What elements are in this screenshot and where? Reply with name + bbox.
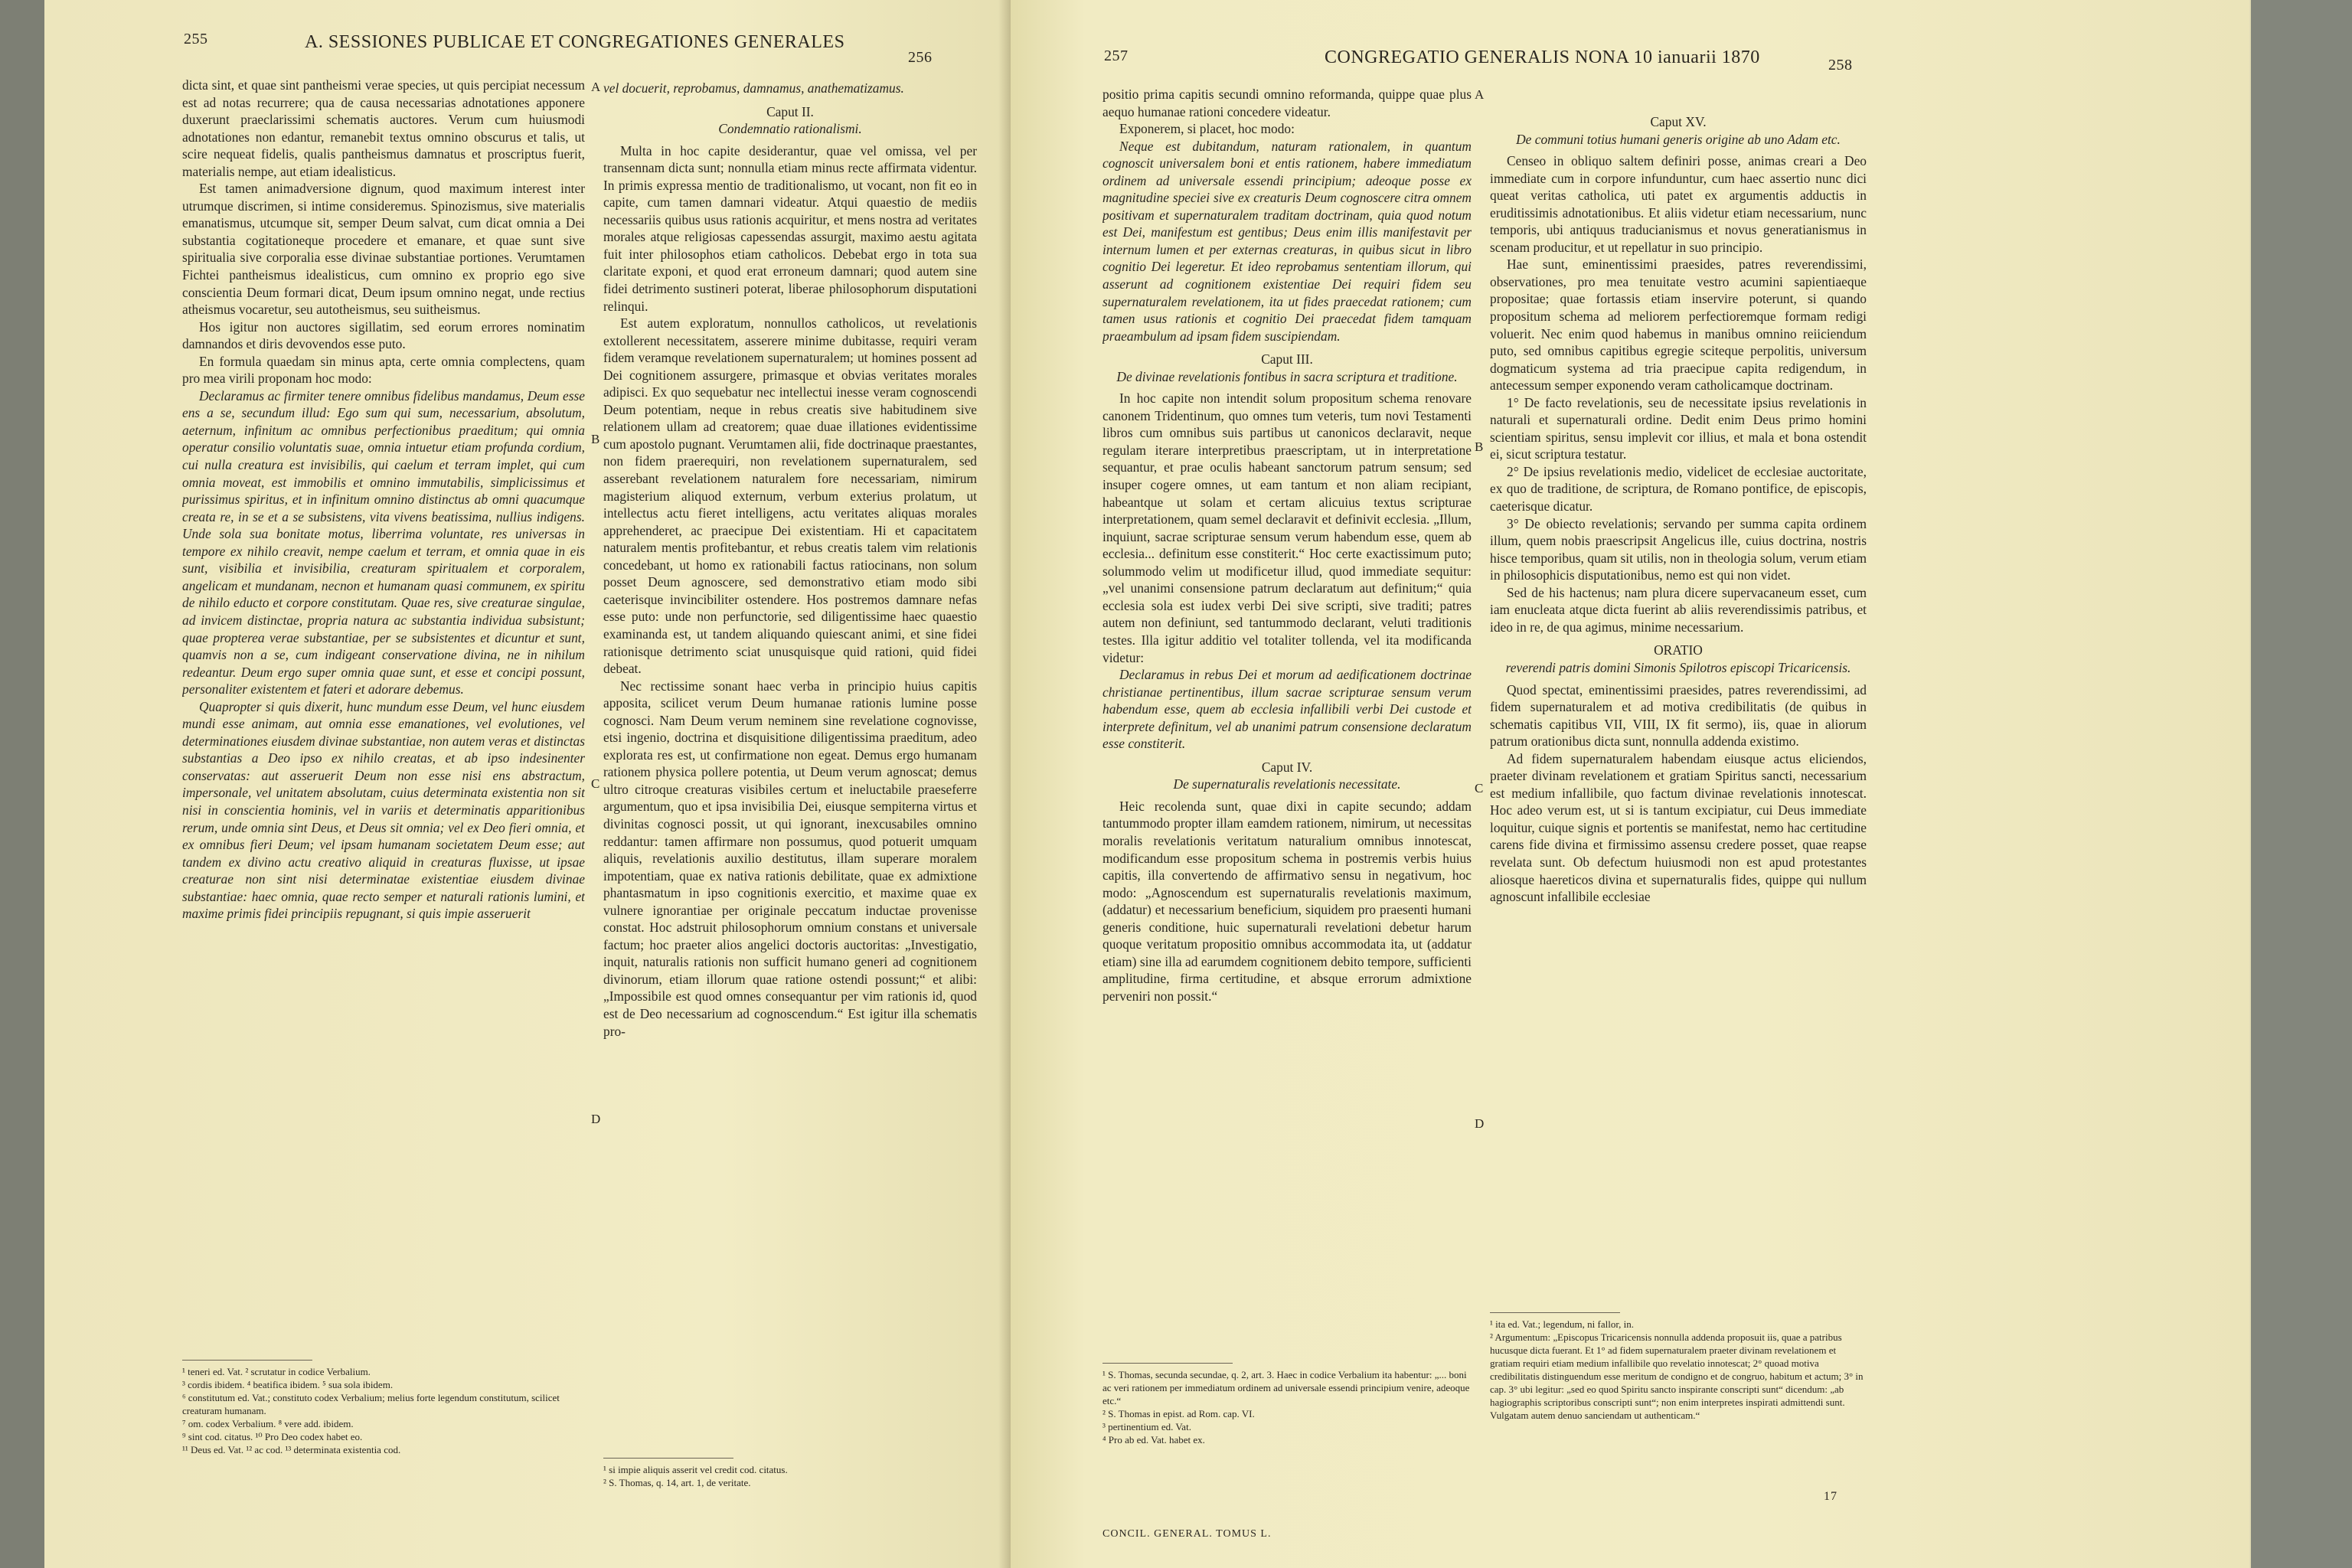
running-head-text: A. SESSIONES PUBLICAE ET CONGREGATIONES GENERALES	[305, 32, 845, 52]
paragraph: Quod spectat, eminentissimi praesides, patres reverendissimi, ad fidem supernaturalem et ad motiva credibilitatis (de quibus in schematis capitibus VII, VIII, IX fit sermo), iis, quae in aliorum patrum orationibus dicta sunt, nonnulla addenda existimo.	[1490, 681, 1867, 750]
footnote-rule	[1102, 1363, 1233, 1364]
footnote-text: ¹ teneri ed. Vat. ² scrutatur in codice Verbalium. ³ cordis ibidem. ⁴ beatifica ibidem. ⁵ sua sola ibidem. ⁶ constitutum ed. Vat.; constituto codex Verbalium; melius forte legendum constitutum, scilicet creaturam humanam. ⁷ om. codex Verbalium. ⁸ vere add. ibidem. ⁹ sint cod. citatus. ¹⁰ Pro Deo codex habet eo. ¹¹ Deus ed. Vat. ¹² ac cod. ¹³ determinata existentia cod.	[182, 1366, 560, 1455]
left-page-column-2	[603, 80, 977, 1427]
paragraph: Multa in hoc capite desiderantur, quae vel omissa, vel per transennam dicta sunt; nonnulla etiam minus recte affirmata videntur. In primis expressa mentio de traditionalismo, ut vocant, non fit eo in capite, cum tamen damnari videatur. Atqui quaestio de mediis necessariis quibus usus rationis acquiritur, et mens nostra ad veritates morales atque religiosas capessendas assurgit, maximo aestu agitata fuit inter philosophos etiam catholicos. Debebat ergo in tota sua claritate exponi, et quod erat erroneum damnari; quod autem sine fidei detrimento sustineri poterat, liberae philosophorum disputationi relinqui.	[603, 142, 977, 314]
running-head-text: CONGREGATIO GENERALIS NONA 10 ianuarii 1870	[1325, 47, 1760, 67]
proposed-text: Neque est dubitandum, naturam rationalem, in quantum cognoscit universalem boni et entis rationem, habere immediatum ordinem ad universale essendi principium; adeoque posse ex magnitudine speciei sive ex creaturis Deum cognoscere citra omnem positivam et supernaturalem traditam doctrinam, quia quod notum est Dei, manifestum est gentibus; Deus enim illis manifestavit per internum lumen et per externas creaturas, in quibus sicut in libro cognitio Dei legeretur. Et ideo reprobamus sententiam illorum, qui asserunt ad cognitionem existentiae Dei requiri fidem seu supernaturalem revelationem, ita ut fides praecedat rationem; cum tamen usus rationis et cognitio Dei praecedat fidem tamquam praeambulum ad ipsam fidem suscipiendam.	[1102, 138, 1472, 344]
section-heading: Caput III.	[1261, 351, 1313, 368]
footnotes-right-col-1	[1102, 1363, 1472, 1446]
section-heading: Caput IV.	[1261, 759, 1313, 775]
footnotes-left-col-1	[182, 1360, 585, 1456]
right-page	[1011, 0, 2249, 1568]
paragraph: Est autem exploratum, nonnullos catholicos, ut revelationis extollerent necessitatem, asserere minime dubitasse, requiri veram fidem veramque revelationem supernaturalem; ut homines possent ad Dei cognitionem assurgere, primasque et obvias veritates morales adipisci. Ex quo sequebatur nec intellectui inesse veram cognoscendi Deum potentiam, neque in rebus creatis sive habitudinem sive relationem ullam ad creatorem; quae duae illationes evidentissime cum apostolo pugnant. Verumtamen alii, fide doctrinaque praestantes, non fidem praerequiri, non revelationem supernaturalem, sed asserebant revelationem naturalem fore necessariam, nimirum magisterium aliquod externum, verbum exterius prolatum, ut intellectus actu fieret intelligens, actu veritates aliquas morales apprehenderet, ac praecipue Dei existentiam. Hi et capacitatem naturalem mentis profitebantur, et rebus creatis talem vim relationis concedebant, ut homo ex rationabili factus ratiocinans, non solum posset Deum agnoscere, sed demonstrativo etiam modo sibi caeterisque invincibiliter ostendere. Hos postremos damnare nefas esse puto: unde non perfunctorie, sed diligentissime haec quaestio examinanda est, ut tandem aliquando quiescant animi, et sine fidei rationisque detrimento sciat unusquisque quid rationi, quid fidei debeat.	[603, 315, 977, 677]
section-subheading: De supernaturalis revelationis necessitate.	[1173, 776, 1401, 792]
margin-letter-d: D	[591, 1112, 601, 1126]
paragraph: Hos igitur non auctores sigillatim, sed eorum errores nominatim damnandos et diris devovendos esse puto.	[182, 318, 585, 352]
page-number-258: 258	[1828, 57, 1853, 74]
section-heading: Caput XV.	[1650, 114, 1707, 129]
background-strip	[2251, 0, 2352, 1568]
paragraph: Censeo in obliquo saltem definiri posse, animas creari a Deo immediate cum in corpore infunduntur, cum haec assertio nunc dici queat veritas catholica, uti patet ex argumentis adductis in eruditissimis adnotationibus. Et aliis videtur etiam necessarium, nunc temporis, ubi antiquus traducianismus et novus generatianismus in scenam producitur, et ut repellatur in suo principio.	[1490, 153, 1867, 255]
paragraph: In hoc capite non intendit solum propositum schema renovare canonem Tridentinum, quo omnes tum veteris, tum novi Testamenti libros cum omnibus suis partibus ut canonicos declaravit, neque regulam iterare interpretibus praescriptam, ut in interpretatione sequantur, et prae oculis habeant sanctorum patrum sensum; sed insuper cogere omnes, ut eam tantum et non aliam recipiant, habeantque ut solam et certam alicuius textus scripturae interpretationem, quam semel declaravit et definivit ecclesia. „Illum, inquiunt, sacrae scripturae sensum verum habendum esse, quem ab ecclesia... definitum esse constiterit.“ Hoc certe exactissimum puto; solummodo velim ut modificetur illud, quod immediate sequitur: „vel unanimi consensione patrum declaratum aut definitum;“ quia ecclesia sola est iudex verbi Dei sive scripti, sive traditi; patres autem non definiunt, sed tantummodo declarant, veluti traditionis testes. Illa igitur additio vel totaliter tollenda, vel ita modificanda videtur:	[1102, 390, 1472, 665]
paragraph: Heic recolenda sunt, quae dixi in capite secundo; addam tantummodo propter illam eamdem rationem, nimirum, ut necessitas moralis revelationis veritatum naturalium omnibus innotescat, modificandum esse propositum schema in postremis verbis huius capitis, illa convertendo de affirmativo sensu in negativum, hoc modo: „Agnoscendum est supernaturalis revelationis maximum, (addatur) et necessarium beneficium, siquidem pro praesenti humani generis conditione, huic supernaturali revelationi debetur harum quoque veritatum propositio omnibus accommodata ita, ut (addatur etiam) sine illa ad earumdem cognitionem debito tempore, sufficienti amplitudine, firma certitudine, et absque errorum admixtione perveniri non possit.“	[1102, 798, 1472, 1004]
paragraph: Nec rectissime sonant haec verba in principio huius capitis apposita, scilicet verum Deum humanae rationis lumine posse cognosci. Nam Deum verum neminem sine revelatione cognovisse, etsi ingenio, doctrina et disquisitione diligentissima praeditum, adeo explorata res est, ut confirmatione non egeat. Demus ergo humanam rationem physica pollere potentia, ut Deum verum agnoscat; demus ultro citroque creaturas visibiles certum et ineluctabile praeseferre argumentum, quo et ipsa invisibilia Dei, eiusque sempiterna virtus et divinitas cognosci possit, ut qui ignorant, inexcusabiles omnino reddantur: tamen affirmare non possumus, quod potuerit umquam aliquis, revelationis auxilio destitutus, illam superare moralem impotentiam, quae ex nativa rationis debilitate, quae ex admixtione phantasmatum in ipso cognitionis exercitio, et maxime quae ex vulnere ignorantiae per originale peccatum inductae provenisse constat. Hoc adstruit philosophorum omnium constans et universale factum; hoc praeter alios angelici doctoris auctoritas: „Investigatio, inquit, naturalis rationis non sufficit humano generi ad cognitionem divinorum, etiam illorum quae ratione ostendi possunt;“ et alibi: „Impossibile est quod omnes consequantur per vim rationis id, quod est de Deo necessarium ad cognoscendum.“ Est igitur illa schematis pro-	[603, 678, 977, 1039]
footnote-rule	[603, 1458, 733, 1459]
footnote-rule	[182, 1360, 312, 1361]
right-page-column-1	[1102, 86, 1472, 1341]
paragraph: 2° De ipsius revelationis medio, videlicet de ecclesiae auctoritate, ex quo de traditione, de scriptura, de Romano pontifice, de episcopis, caeterisque dicatur.	[1490, 463, 1867, 514]
paragraph: Est tamen animadversione dignum, quod maximum interest inter utrumque discrimen, si intime consideremus. Spinozismus, sive materialis emanatismus, utcumque sit, semper Deum salvat, cum dicat omnia a Dei substantia cogitationeque procedere et emanare, et quae sunt sive spiritualia sive corporalia esse divinae substantiae portiones. Verumtamen Fichtei pantheismus idealisticus, cum omnino ex proprio ego sive conscientia Deum formari dicat, Deum ipsum omnino negat, unde rectius atheismus vocaretur, seu autotheismus, seu suitheismus.	[182, 181, 585, 318]
declaration-paragraph: Declaramus ac firmiter tenere omnibus fidelibus mandamus, Deum esse ens a se, secundum illud: Ego sum qui sum, necessarium, absolutum, aeternum, infinitum ac omnibus perfectionibus praeditum; qui omnia operatur consilio voluntatis suae, omnia intuetur etiam profunda cordium, cui nulla creatura est invisibilis, qui caelum et terram implet, qui cum omnia moveat, est immobilis et omnino immutabilis, simplicissimus et purissimus spiritus, et in infinitum omnino distinctus ab omni quacumque creata re, in se et a se subsistens, vita vivens beatissima, nullius indigens. Unde sola sua bonitate motus, liberrima voluntate, res universas in tempore ex nihilo creavit, nempe caelum et terram, et omnia quae in eis sunt, visibilia et invisibilia, creaturam spiritualem et corporalem, angelicam et mundanam, necnon et humanam quasi communem, ex spiritu de nihilo educto et corpore constitutam. Quae res, sive creaturae singulae, ad invicem distinctae, propria natura ac substantia individua subsistunt; quae propterea verae substantiae, per se subsistentes et dicuntur et sunt, quamvis non a se, cum indigeant conservatione divina, ne in nihilum redeantur. Deum ergo super omnia quae sunt, et esse et concipi possunt, personaliter existentem et fateri et adorare debemus.	[182, 387, 585, 697]
oration-subheading: reverendi patris domini Simonis Spilotros episcopi Tricaricensis.	[1505, 659, 1851, 675]
signature-mark: CONCIL. GENERAL. TOMUS L.	[1102, 1528, 1272, 1540]
book-spread	[44, 0, 2249, 1568]
page-number-257: 257	[1104, 47, 1129, 64]
oration-heading: ORATIO	[1654, 642, 1703, 658]
footnote-rule	[1490, 1312, 1620, 1313]
section-heading: Caput II.	[766, 103, 814, 119]
margin-letter-c: C	[1475, 781, 1484, 795]
paragraph: 1° De facto revelationis, seu de necessitate ipsius revelationis in naturali et supernaturali ordine. Dedit enim Deus primo homini scientiam spiritus, sensu implevit cor illius, et mala et bona ostendit ei, sicut scriptura testatur.	[1490, 394, 1867, 462]
margin-letter-a: A	[1475, 87, 1485, 102]
page-number-255: 255	[184, 31, 208, 47]
footnote-text: ¹ si impie aliquis asserit vel credit cod. citatus. ² S. Thomas, q. 14, art. 1, de veritate.	[603, 1464, 788, 1488]
section-subheading: Condemnatio rationalismi.	[718, 121, 862, 137]
paragraph: dicta sint, et quae sint pantheismi verae species, ut quis percipiat necessum est ad notas recurrere; qua de causa necessarias adnotationes apponere duxerunt praeclarissimi schematis auctores. Verum cum huiusmodi adnotationes non edantur, remanebit textus omnino obscurus et talis, ut scire nequeat fidelis, qualis pantheismus damnatus et proscriptus fuerit, materialis nempe, aut etiam idealisticus.	[182, 77, 585, 179]
paragraph: vel docuerit, reprobamus, damnamus, anathematizamus.	[603, 80, 904, 96]
paragraph: Sed de his hactenus; nam plura dicere supervacaneum esset, cum iam enucleata atque dicta fuerint ab aliis reverendissimis patribus, et ideo in re, de qua agimus, minime necessarium.	[1490, 584, 1867, 635]
margin-letter-c: C	[591, 776, 600, 791]
paragraph: 3° De obiecto revelationis; servando per summa capita ordinem illum, quem nobis praescripsit Angelicus ille, cuius doctrina, nostris hisce temporibus, quam sit utilis, non in theologia solum, verum etiam in philosophicis disputationibus, nemo est qui non videt.	[1490, 515, 1867, 583]
footnote-text: ¹ ita ed. Vat.; legendum, ni fallor, in. ² Argumentum: „Episcopus Tricaricensis nonnulla addenda proposuit iis, quae a patribus hucusque dicta fuerant. Et 1° ad fidem supernaturalem praeter divinam revelationem et gratiam requiri etiam medium infallibile quo revelatio innotescat; 2° quoad motiva credibilitatis distinguendum esse meritum de condigno et de congruo, habitum et actum; 3° in cap. 3° ubi legitur: „sed eo quod Spiritu sancto inspirante conscripti sunt“ dicendum: „ab hagiographis scriptoribus conscripti sunt“; non enim interpretes inspirati admittendi sunt. Vulgatam autem denuo sanciendam ut authenticam.“	[1490, 1318, 1864, 1421]
footnotes-left-col-2	[603, 1458, 977, 1489]
paragraph: Ad fidem supernaturalem habendam eiusque actus eliciendos, praeter divinam revelationem et gratiam Spiritus sancti, necessarium est medium infallibile, quo factum divinae revelationis innotescat. Hoc adeo verum est, ut si is tantum excipiatur, cui Deus immediate loquitur, cuique signis et portentis se manifestat, nemo hac certitudine carens fide divina et firmissimo assensu credere posset, quae reapse revelata sunt. Ob defectum huiusmodi non est apud protestantes aliosque haereticos divina et supernaturalis fides, quippe qui nullum agnoscunt infallibile ecclesiae	[1490, 750, 1867, 905]
section-subheading: De divinae revelationis fontibus in sacra scriptura et traditione.	[1116, 368, 1458, 384]
footnotes-right-col-2	[1490, 1312, 1867, 1422]
left-page	[44, 0, 1011, 1568]
right-page-column-2	[1490, 107, 1867, 1302]
margin-letter-b: B	[591, 432, 600, 446]
margin-letter-d: D	[1475, 1116, 1485, 1131]
left-page-column-1	[182, 77, 585, 1309]
margin-letter-b: B	[1475, 439, 1484, 454]
page-number-256: 256	[908, 49, 933, 66]
footnote-text: ¹ S. Thomas, secunda secundae, q. 2, art. 3. Haec in codice Verbalium ita habentur: „... boni ac veri rationem per immediatum ordinem ad universale essendi principium venire, adeoque etc.“ ² S. Thomas in epist. ad Rom. cap. VI. ³ pertinentium ed. Vat. ⁴ Pro ab ed. Vat. habet ex.	[1102, 1369, 1470, 1446]
paragraph: Hae sunt, eminentissimi praesides, patres reverendissimi, observationes, pro mea tenuitate vestro acumini sapientiaeque propositae; quae fortassis etiam inservire poterunt, si quando propositum schema ad meliorem perfectioremque formam redigi voluerit. Nec enim quod habemus in manibus omnino reiiciendum puto, sed omnibus capitibus egregie sciteque perpolitis, universum dogmaticum systema ad tria praecipue capita redigendum, in antecessum semper exponendo veram catholicamque doctrinam.	[1490, 256, 1867, 394]
condemnation-paragraph: Quapropter si quis dixerit, hunc mundum esse Deum, vel hunc eiusdem mundi esse animam, aut omnia esse emanationes, vel evolutiones, vel determinationes eiusdem divinae substantiae, non autem veras et distinctas substantias a Deo ipso ex nihilo creatas, et ab ipso indesinenter conservatas: aut asseruerit Deum non esse nisi ens abstractum, impersonale, vel unitatem absolutam, cuius determinata existentia non sit nisi in conscientia hominis, vel in variis et determinatis apparitionibus rerum, unde omnia sint Deus, et Deus sit omnia; vel ex Deo fieri omnia, et ex omnibus fieri Deum; vel ipsam humanam societatem Deum esse; aut tandem ex divino actu creativo aliquid in creaturas fluxisse, ut ipsae creaturae non sint nisi determinatae existentiae eiusdem divinae substantiae: haec omnia, quae recto semper et naturali rationis lumini, et maxime primis fidei principiis repugnant, si quis impie asseruerit	[182, 698, 585, 922]
paragraph: Exponerem, si placet, hoc modo:	[1119, 121, 1295, 137]
paragraph: En formula quaedam sin minus apta, certe omnia complectens, quam pro mea virili proponam hoc modo:	[182, 353, 585, 387]
section-subheading: De communi totius humani generis origine ab uno Adam etc.	[1516, 131, 1841, 147]
margin-letter-a: A	[591, 80, 601, 94]
folio-number: 17	[1824, 1490, 1838, 1503]
paragraph: positio prima capitis secundi omnino reformanda, quippe quae plus aequo humanae rationi concedere videatur.	[1102, 87, 1472, 119]
declaration-paragraph: Declaramus in rebus Dei et morum ad aedificationem doctrinae christianae pertinentibus, illum sacrae scripturae sensum verum habendum esse, quem ab ecclesia infallibili verbi Dei custode et interprete definitum, vel ab unanimi patrum consensione declaratum esse constiterit.	[1102, 667, 1472, 752]
